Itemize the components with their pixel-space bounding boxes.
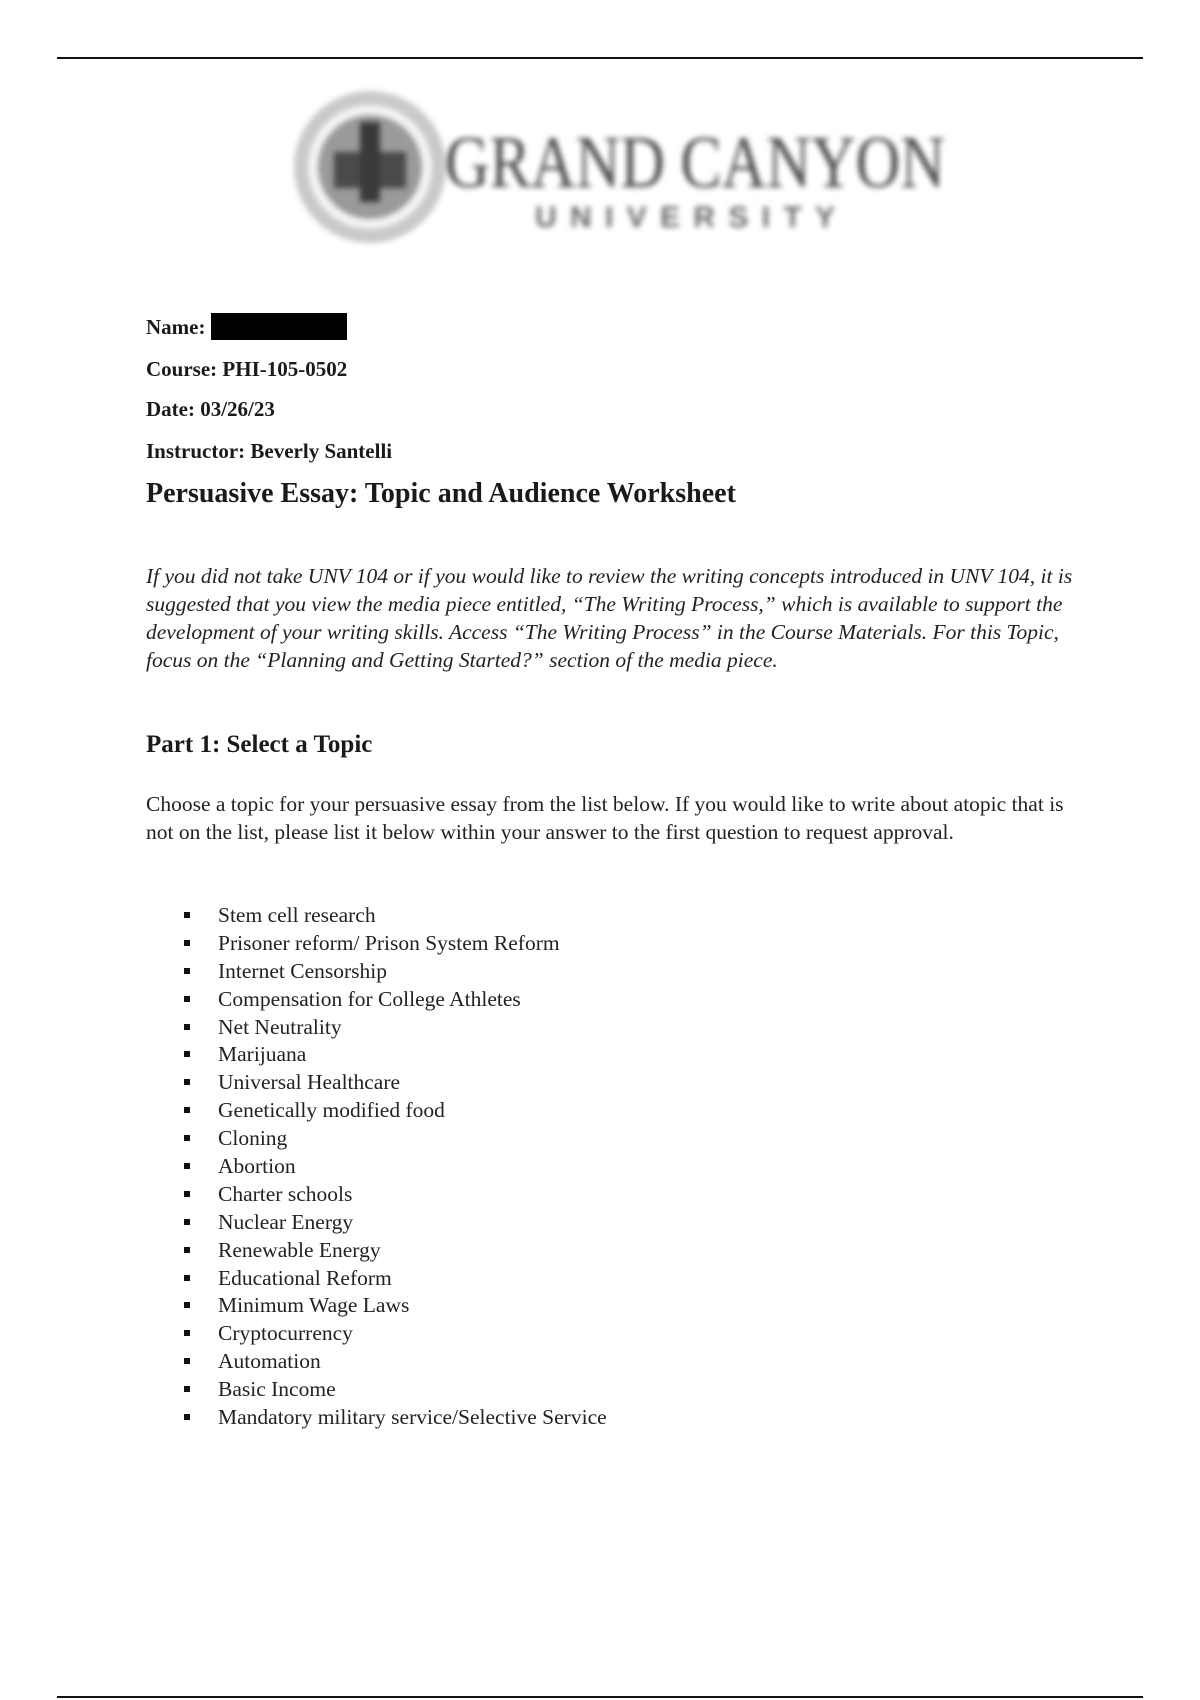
top-rule — [57, 57, 1143, 59]
date-line: Date: 03/26/23 — [146, 397, 275, 421]
topic-label: Automation — [218, 1349, 321, 1374]
topic-label: Stem cell research — [218, 903, 376, 927]
topic-item — [146, 1208, 607, 1236]
topic-label: Minimum Wage Laws — [218, 1293, 410, 1318]
bullet-icon — [184, 1079, 190, 1085]
name-line — [146, 313, 347, 340]
logo-subtitle: UNIVERSITY — [535, 201, 835, 234]
bullet-icon — [184, 1414, 190, 1420]
bullet-icon — [184, 1302, 190, 1308]
topic-label: Renewable Energy — [218, 1237, 381, 1262]
topic-label: Compensation for College Athletes — [218, 986, 521, 1011]
logo-graphic — [290, 82, 950, 252]
topic-label: Nuclear Energy — [218, 1209, 354, 1234]
topic-item — [146, 1319, 607, 1347]
bullet-icon — [184, 1330, 190, 1336]
bullet-icon — [184, 1135, 190, 1141]
topic-list — [146, 901, 607, 1431]
part1-instructions: Choose a topic for your persuasive essay from the list below. If you would like to write about atopic that is not on the list, please list it below within your answer to the first question to request approval. — [146, 792, 1064, 844]
bottom-rule — [57, 1696, 1143, 1698]
topic-item — [146, 1124, 607, 1152]
bullet-icon — [184, 1163, 190, 1169]
bullet-icon — [184, 1107, 190, 1113]
topic-item — [146, 1264, 607, 1292]
part1-heading: Part 1: Select a Topic — [146, 731, 373, 758]
topic-item — [146, 1403, 607, 1431]
course-line: Course: PHI-105-0502 — [146, 357, 348, 381]
topic-item — [146, 957, 607, 985]
topic-item — [146, 1375, 607, 1403]
bullet-icon — [184, 912, 190, 918]
topic-label: Marijuana — [218, 1042, 307, 1067]
topic-label: Universal Healthcare — [218, 1070, 401, 1095]
topic-item — [146, 1291, 607, 1319]
bullet-icon — [184, 1024, 190, 1030]
topic-label: Abortion — [218, 1154, 296, 1179]
topic-label: Educational Reform — [218, 1265, 392, 1290]
bullet-icon — [184, 940, 190, 946]
topic-label: Cryptocurrency — [218, 1321, 353, 1346]
name-label: Name: — [146, 315, 206, 339]
topic-item — [146, 1096, 607, 1124]
topic-label: Genetically modified food — [218, 1098, 445, 1123]
topic-item — [146, 1180, 607, 1208]
topic-item — [146, 901, 607, 929]
logo-wordmark: GRAND CANYON — [445, 122, 945, 204]
instructor-line: Instructor: Beverly Santelli — [146, 439, 393, 463]
seal-tower — [360, 122, 380, 202]
bullet-icon — [184, 968, 190, 974]
bullet-icon — [184, 996, 190, 1002]
topic-item — [146, 1068, 607, 1096]
topic-item — [146, 1236, 607, 1264]
topic-item — [146, 929, 607, 957]
topic-label: Net Neutrality — [218, 1014, 342, 1039]
bullet-icon — [184, 1051, 190, 1057]
name-redaction — [211, 313, 347, 340]
university-logo — [290, 82, 950, 252]
topic-item — [146, 1040, 607, 1068]
topic-label: Mandatory military service/Selective Service — [218, 1405, 607, 1430]
bullet-icon — [184, 1386, 190, 1392]
bullet-icon — [184, 1275, 190, 1281]
topic-item — [146, 1347, 607, 1375]
topic-label: Basic Income — [218, 1377, 336, 1402]
topic-item — [146, 985, 607, 1013]
intro-paragraph: If you did not take UNV 104 or if you would like to review the writing concepts introduced in UNV 104, it is suggested that you view the media piece entitled, “The Writing Process,” which is available to support the development of your writing skills. Access “The Writing Process” in the Course Materials. For this Topic, focus on the “Planning and Getting Started?” section of the media piece. — [146, 564, 1073, 672]
topic-label: Internet Censorship — [218, 958, 387, 983]
topic-item — [146, 1152, 607, 1180]
document-title: Persuasive Essay: Topic and Audience Worksheet — [146, 478, 736, 509]
topic-label: Prisoner reform/ Prison System Reform — [218, 930, 560, 955]
topic-label: Cloning — [218, 1126, 288, 1151]
bullet-icon — [184, 1358, 190, 1364]
bullet-icon — [184, 1191, 190, 1197]
topic-label: Charter schools — [218, 1181, 353, 1206]
bullet-icon — [184, 1247, 190, 1253]
topic-item — [146, 1013, 607, 1041]
bullet-icon — [184, 1219, 190, 1225]
